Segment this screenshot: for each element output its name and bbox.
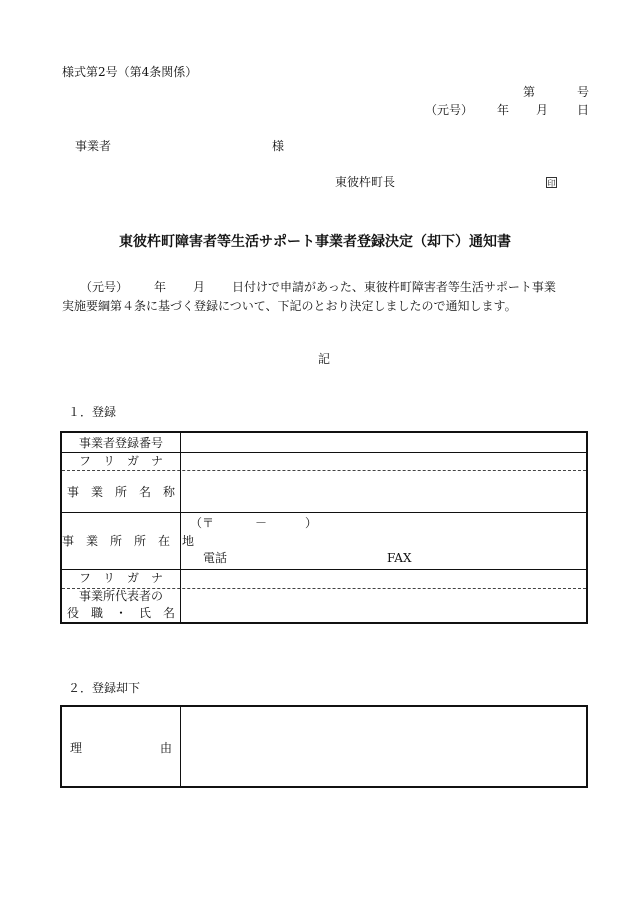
label-furigana-representative: フ リ ガ ナ bbox=[78, 571, 163, 585]
label-representative-line1: 事業所代表者の bbox=[78, 589, 163, 603]
row-line bbox=[62, 512, 586, 513]
postal-open: （〒 bbox=[190, 516, 215, 530]
body-line1-text: 日付けで申請があった、東彼杵町障害者等生活サポート事業 bbox=[232, 280, 556, 294]
registration-table bbox=[60, 431, 588, 624]
issuer-name: 東彼杵町長 bbox=[335, 175, 396, 189]
rejection-table bbox=[60, 705, 588, 788]
addressee-sama: 様 bbox=[272, 139, 285, 153]
body-line2: 実施要綱第４条に基づく登録について、下記のとおり決定しましたので通知します。 bbox=[62, 299, 517, 313]
label-office-name: 事 業 所 名 称 bbox=[66, 485, 175, 499]
number-dai: 第 bbox=[523, 85, 536, 99]
table-divider bbox=[180, 707, 181, 786]
number-go: 号 bbox=[577, 85, 590, 99]
row-line bbox=[62, 569, 586, 570]
form-number: 様式第2号（第4条関係） bbox=[62, 65, 198, 79]
label-furigana-office: フ リ ガ ナ bbox=[78, 454, 163, 468]
fax-label: FAX bbox=[387, 551, 412, 565]
section1-heading: １．登録 bbox=[68, 405, 117, 419]
postal-dash: － bbox=[255, 516, 268, 530]
section2-heading: ２．登録却下 bbox=[68, 681, 141, 695]
body-year: 年 bbox=[154, 280, 167, 294]
seal-icon: 印 bbox=[547, 179, 556, 188]
date-era: （元号） bbox=[425, 103, 474, 117]
row-dashed-line bbox=[62, 470, 586, 471]
body-era: （元号） bbox=[80, 280, 129, 294]
table-divider bbox=[180, 433, 181, 622]
row-line bbox=[62, 452, 586, 453]
tel-label: 電話 bbox=[203, 551, 228, 565]
date-year: 年 bbox=[497, 103, 510, 117]
reason-label-ri: 理 bbox=[70, 741, 83, 755]
postal-close: ） bbox=[305, 516, 318, 530]
date-month: 月 bbox=[536, 103, 549, 117]
body-month: 月 bbox=[193, 280, 206, 294]
seal-mark bbox=[546, 176, 557, 188]
label-registration-number: 事業者登録番号 bbox=[78, 436, 163, 450]
document-title: 東彼杵町障害者等生活サポート事業者登録決定（却下）通知書 bbox=[119, 234, 511, 250]
date-day: 日 bbox=[577, 103, 590, 117]
label-representative-line2: 役 職 ・ 氏 名 bbox=[66, 606, 175, 620]
ki-mark: 記 bbox=[318, 352, 331, 366]
addressee-label: 事業者 bbox=[75, 139, 112, 153]
reason-label-yu: 由 bbox=[160, 741, 173, 755]
label-office-address: 事 業 所 所 在 地 bbox=[62, 534, 195, 548]
